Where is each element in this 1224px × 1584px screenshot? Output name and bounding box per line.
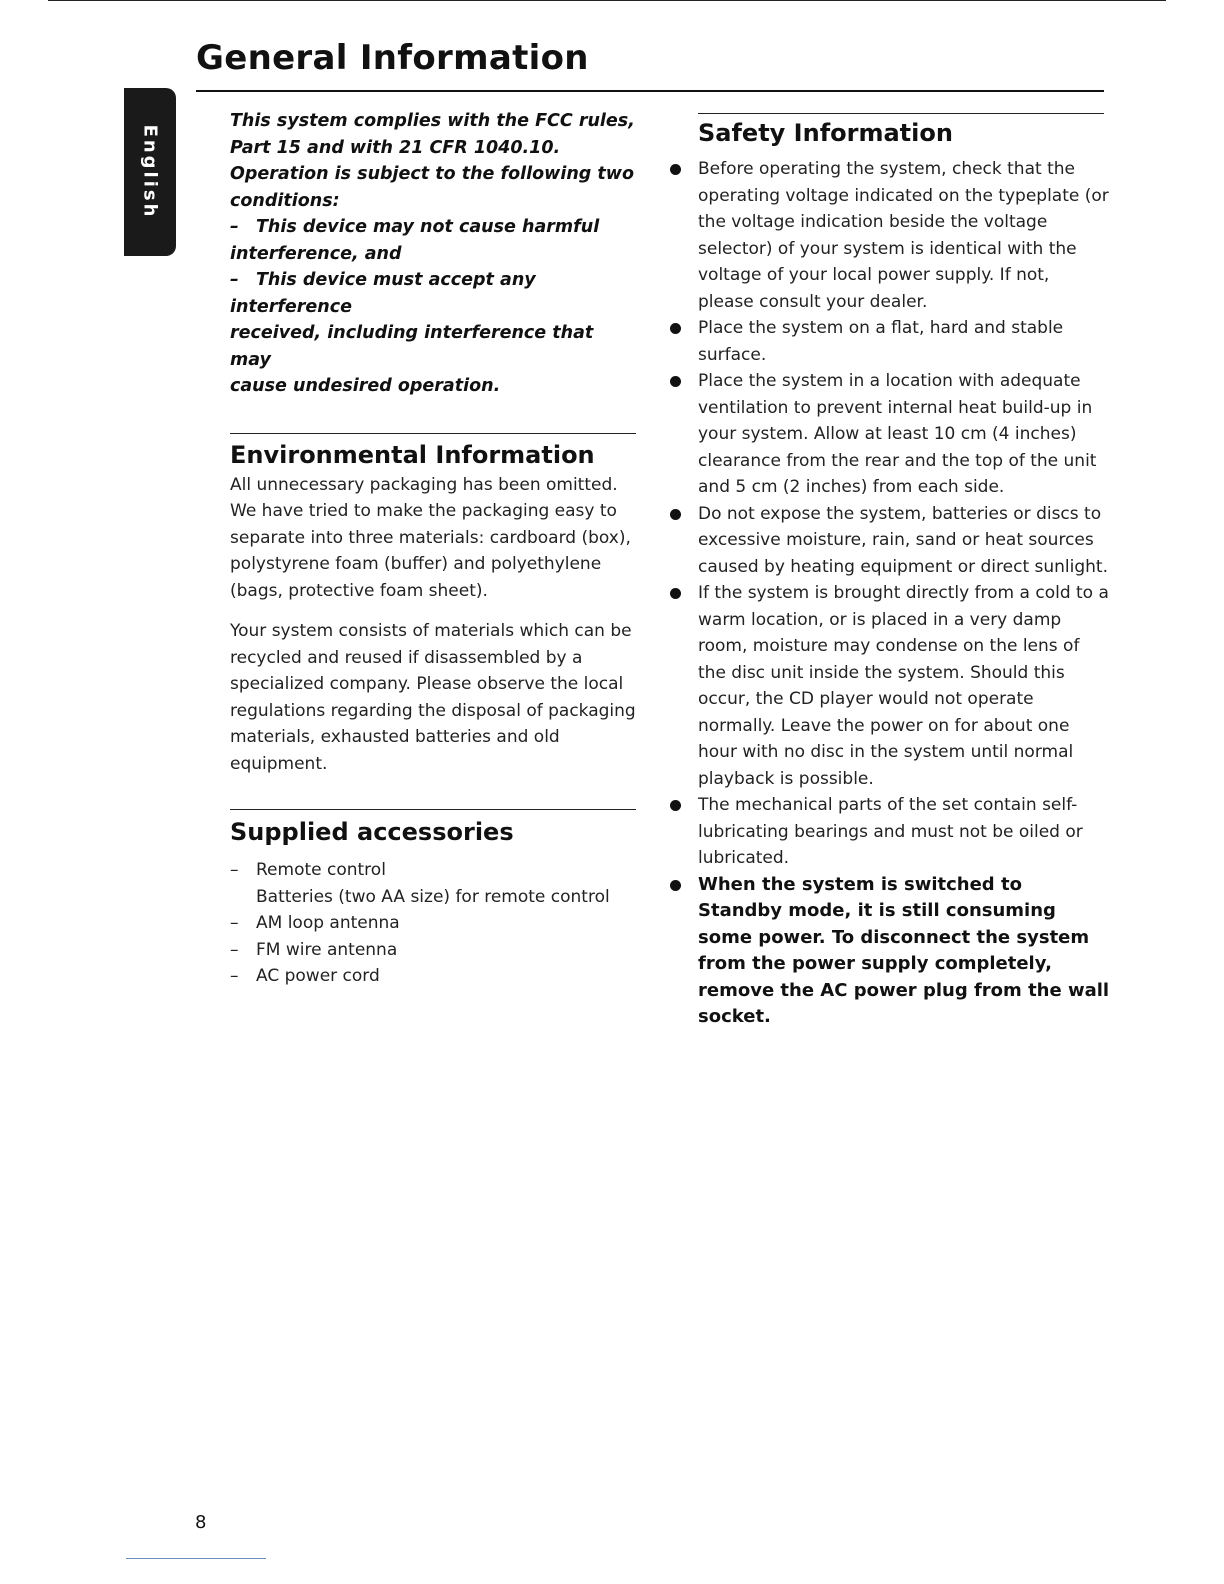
left-column <box>230 108 636 990</box>
list-item: – Remote control <box>230 857 636 884</box>
environmental-rule <box>230 433 636 434</box>
environmental-title: Environmental Information <box>230 440 595 469</box>
language-tab-label: English <box>139 124 161 220</box>
accessories-list <box>230 857 636 990</box>
bottom-rule <box>126 1558 266 1559</box>
list-item: Do not expose the system, batteries or discs to excessive moisture, rain, sand or heat sources caused by heating equipment or direct sunlight. <box>670 501 1110 581</box>
list-item: Batteries (two AA size) for remote control <box>230 884 636 911</box>
fcc-condition-1: – This device may not cause harmful <box>230 214 636 241</box>
fcc-line: interference, and <box>230 243 402 264</box>
list-item: Before operating the system, check that the operating voltage indicated on the typeplate (or the voltage indication beside the voltage selector) of your system is identical with the voltage of your local power supply. If not, please consult your dealer. <box>670 156 1110 315</box>
dash-marker: – <box>230 860 239 880</box>
fcc-condition-2: – This device must accept any interference <box>230 267 636 320</box>
safety-list <box>670 156 1110 1031</box>
accessories-title: Supplied accessories <box>230 818 514 846</box>
fcc-line: This system complies with the FCC rules, <box>230 111 635 131</box>
dash-marker: – <box>230 217 239 237</box>
dash-marker: – <box>230 270 239 290</box>
fcc-line: conditions: <box>230 190 340 211</box>
list-item: If the system is brought directly from a cold to a warm location, or is placed in a very damp room, moisture may condense on the lens of the disc unit inside the system. Should this occur, the CD player would not operate normally. Leave the power on for about one hour with no disc in the system until normal playback is possible. <box>670 580 1110 792</box>
top-rule <box>48 0 1166 1</box>
bullet-icon <box>670 323 681 334</box>
list-item: Place the system in a location with adequate ventilation to prevent internal heat build-up in your system. Allow at least 10 cm (4 inches) clearance from the rear and the top of the unit and 5 cm (2 inches) from each side. <box>670 368 1110 501</box>
fcc-line: received, including interference that may <box>230 323 594 370</box>
bullet-icon <box>670 800 681 811</box>
list-item: – FM wire antenna <box>230 937 636 964</box>
list-item: – AM loop antenna <box>230 910 636 937</box>
page-title: General Information <box>196 38 589 78</box>
fcc-notice <box>230 108 636 400</box>
dash-marker: – <box>230 913 239 933</box>
bullet-icon <box>670 880 681 891</box>
bullet-icon <box>670 588 681 599</box>
fcc-line: Operation is subject to the following two <box>230 164 634 184</box>
standby-warning: When the system is switched to Standby mode, it is still consuming some power. To disconnect the system from the power supply completely, remove the AC power plug from the wall socket. <box>670 872 1110 1031</box>
language-tab <box>124 88 176 256</box>
page-number: 8 <box>195 1512 207 1533</box>
list-item: The mechanical parts of the set contain self-lubricating bearings and must not be oiled or lubricated. <box>670 792 1110 872</box>
dash-marker: – <box>230 966 239 986</box>
title-rule <box>196 90 1104 92</box>
list-item: – AC power cord <box>230 963 636 990</box>
environmental-paragraph: All unnecessary packaging has been omitted. We have tried to make the packaging easy to separate into three materials: cardboard (box), polystyrene foam (buffer) and polyethylene (bags, protective foam sheet). <box>230 474 631 601</box>
bullet-icon <box>670 509 681 520</box>
fcc-line: Part 15 and with 21 CFR 1040.10. <box>230 137 561 158</box>
safety-title: Safety Information <box>698 119 953 147</box>
list-item: Place the system on a flat, hard and stable surface. <box>670 315 1110 368</box>
dash-marker <box>230 884 256 911</box>
bullet-icon <box>670 376 681 387</box>
right-column <box>670 108 1110 1031</box>
bullet-icon <box>670 164 681 175</box>
safety-rule <box>698 113 1104 114</box>
accessories-rule <box>230 809 636 810</box>
fcc-line: cause undesired operation. <box>230 376 501 396</box>
dash-marker: – <box>230 939 239 960</box>
environmental-paragraph: Your system consists of materials which can be recycled and reused if disassembled by a specialized company. Please observe the local regulations regarding the disposal of packaging materials, exhausted batteries and old equipment. <box>230 621 636 774</box>
